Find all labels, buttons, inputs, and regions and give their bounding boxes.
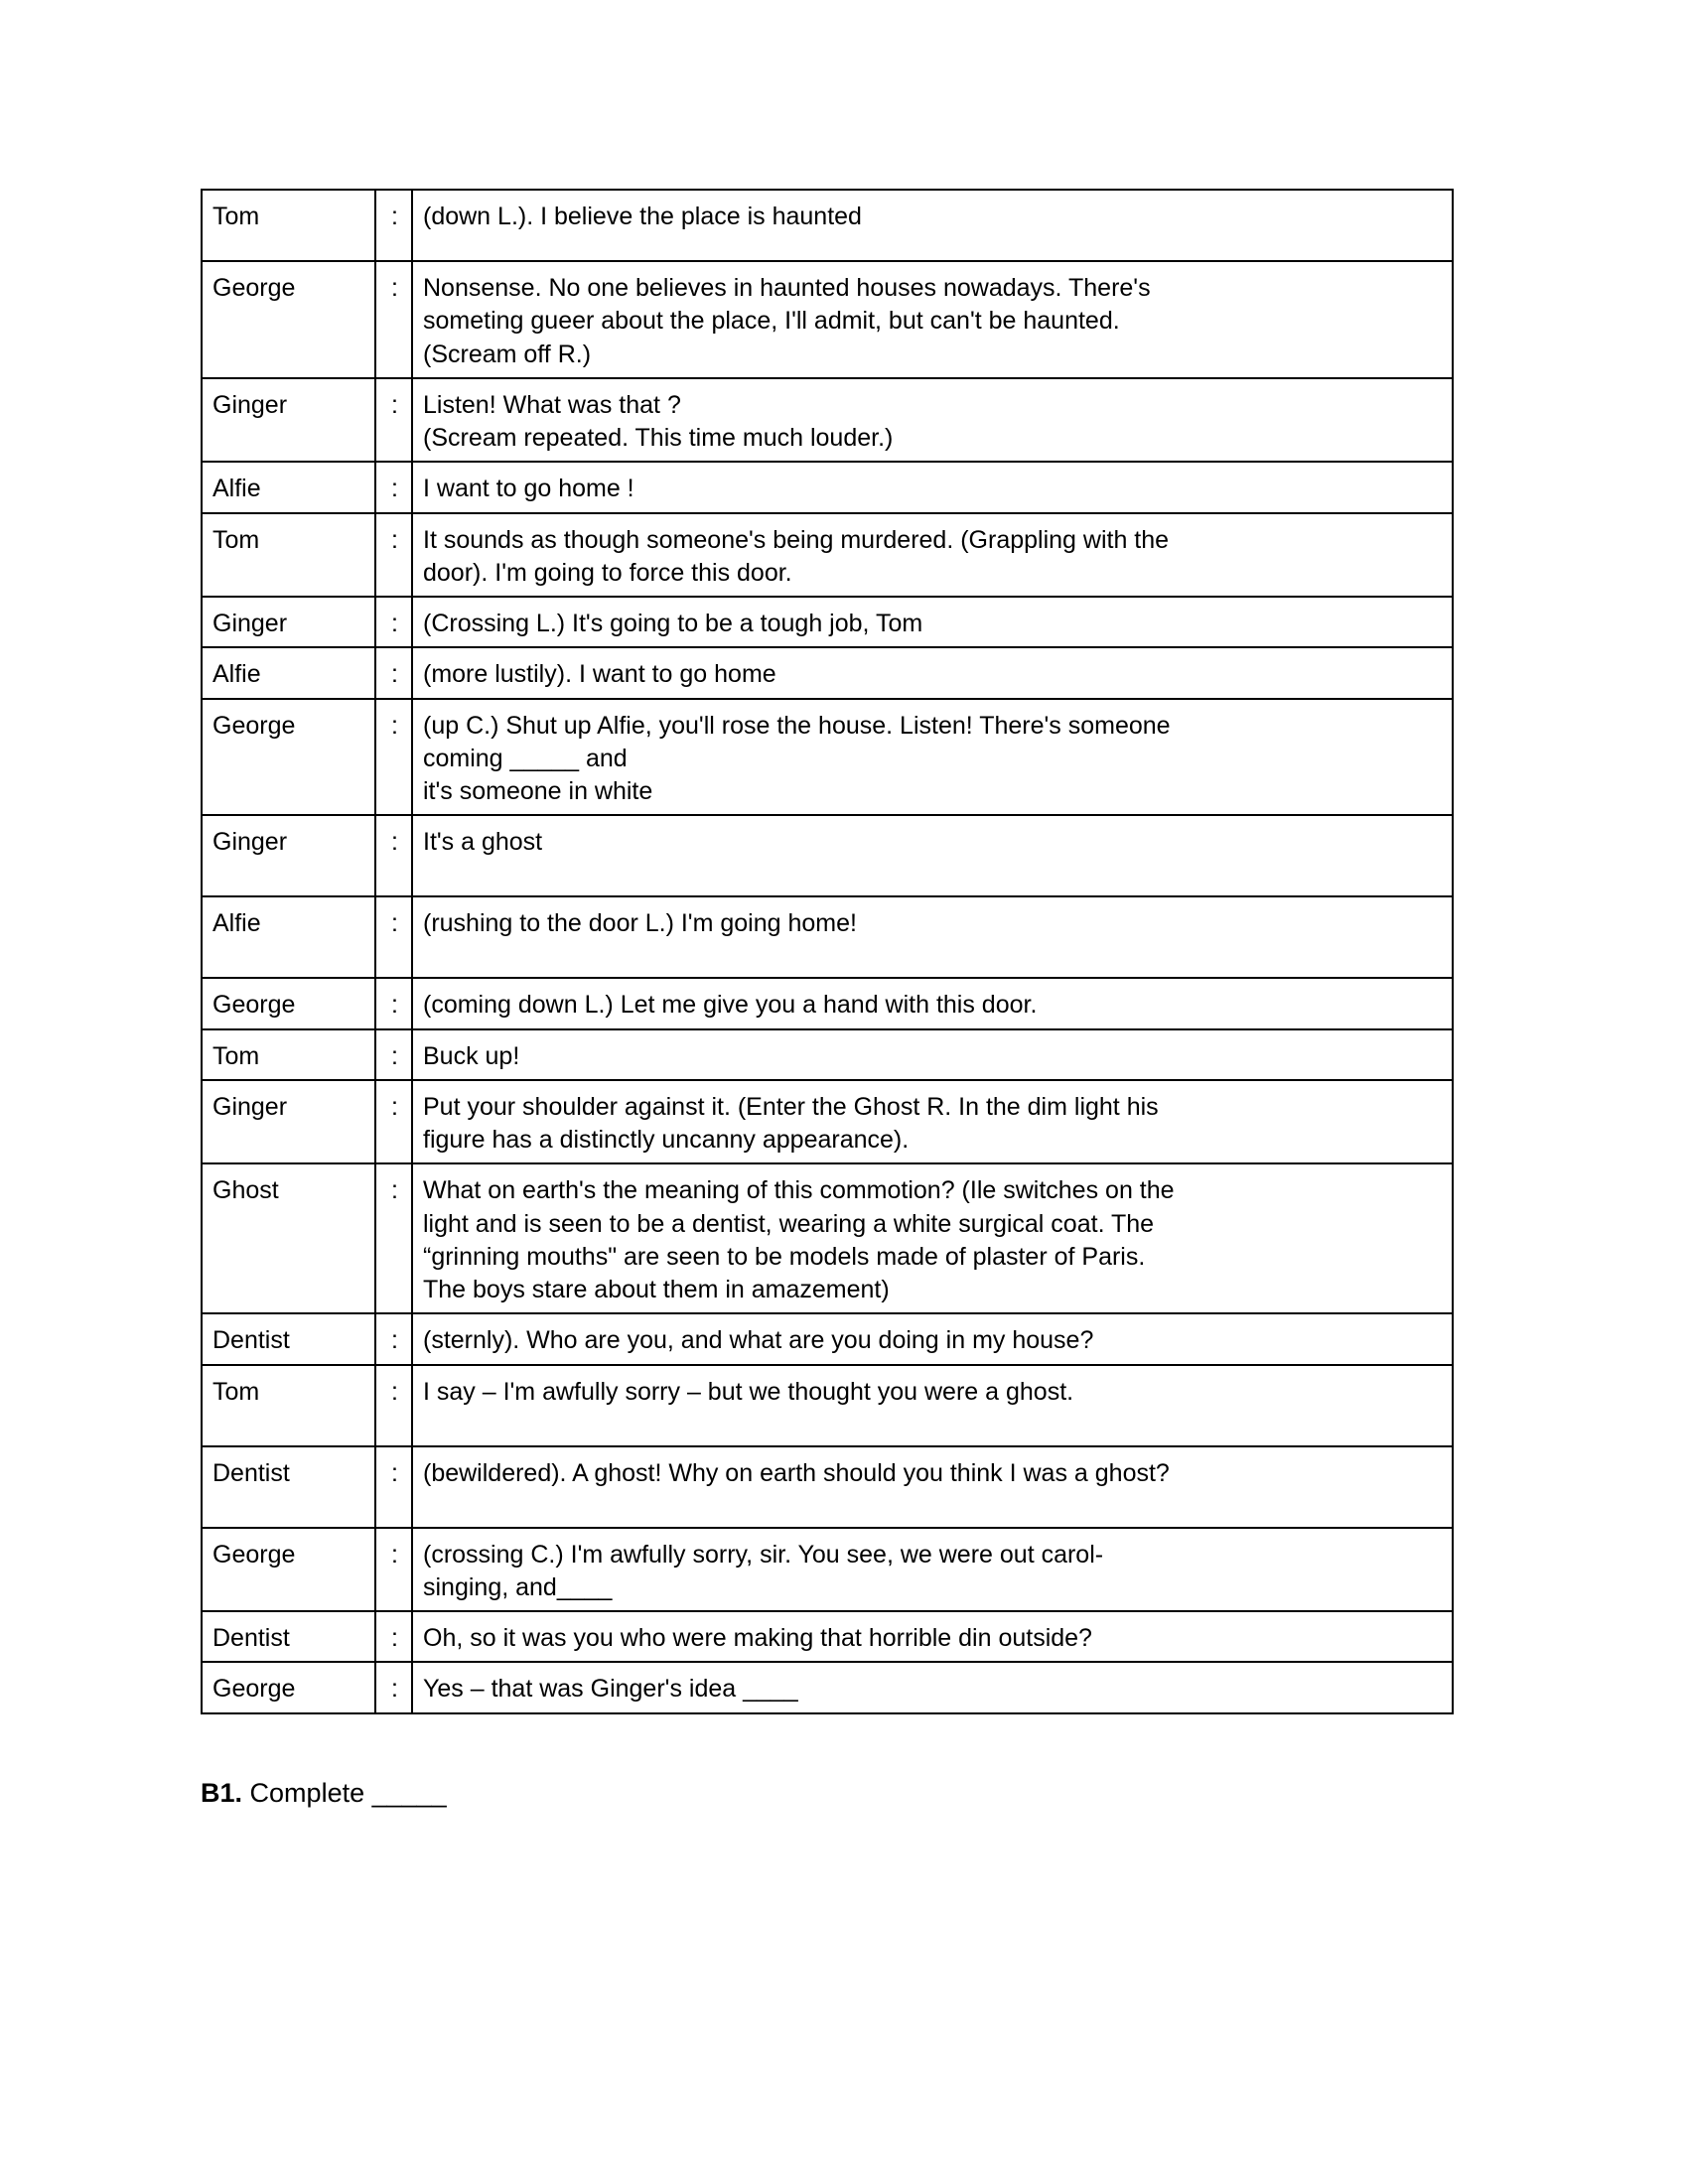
table-row	[202, 1446, 1453, 1528]
dialogue-cell	[412, 647, 1453, 698]
dialogue-line: (coming down L.) Let me give you a hand with this door.	[423, 991, 1038, 1020]
dialogue-cell	[412, 896, 1453, 978]
dialogue-cell	[412, 1313, 1453, 1364]
speaker-cell: Ginger	[202, 378, 375, 463]
dialogue-line: I want to go home !	[423, 475, 634, 503]
table-row	[202, 1080, 1453, 1164]
table-row	[202, 1611, 1453, 1662]
dialogue-line: Yes – that was Ginger's idea ____	[423, 1675, 798, 1704]
table-row	[202, 1662, 1453, 1712]
dialogue-cell	[412, 1080, 1453, 1164]
speaker-cell: Dentist	[202, 1313, 375, 1364]
separator-cell: :	[375, 190, 412, 261]
separator-cell: :	[375, 815, 412, 896]
dialogue-line: Put your shoulder against it. (Enter the Ghost R. In the dim light his	[423, 1092, 1159, 1121]
table-row	[202, 261, 1453, 378]
separator-cell: :	[375, 1662, 412, 1712]
table-row	[202, 978, 1453, 1028]
question-label: B1.	[201, 1777, 243, 1808]
dialogue-line: (rushing to the door L.) I'm going home!	[423, 909, 857, 938]
separator-cell: :	[375, 462, 412, 512]
dialogue-line: (Scream repeated. This time much louder.)	[423, 424, 894, 452]
dialogue-line: singing, and____	[423, 1572, 613, 1601]
dialogue-line: light and is seen to be a dentist, wearing a white surgical coat. The	[423, 1209, 1155, 1238]
separator-cell: :	[375, 1313, 412, 1364]
separator-cell: :	[375, 1163, 412, 1313]
dialogue-line: It's a ghost	[423, 828, 543, 857]
dialogue-cell	[412, 190, 1453, 261]
dialogue-line: “grinning mouths" are seen to be models made of plaster of Paris.	[423, 1242, 1146, 1271]
dialogue-cell	[412, 1029, 1453, 1080]
separator-cell: :	[375, 1611, 412, 1662]
speaker-cell: Ginger	[202, 597, 375, 647]
table-row	[202, 896, 1453, 978]
dialogue-line: someting gueer about the place, I'll admit, but can't be haunted.	[423, 307, 1120, 336]
dialogue-cell	[412, 1365, 1453, 1446]
table-row	[202, 513, 1453, 598]
separator-cell: :	[375, 597, 412, 647]
dialogue-line: coming _____ and	[423, 744, 628, 772]
speaker-cell: Tom	[202, 190, 375, 261]
separator-cell: :	[375, 1365, 412, 1446]
dialogue-cell	[412, 462, 1453, 512]
dialogue-line: Buck up!	[423, 1041, 520, 1070]
document-content	[201, 189, 1452, 1811]
separator-cell: :	[375, 1029, 412, 1080]
dialogue-line: figure has a distinctly uncanny appearance).	[423, 1126, 910, 1154]
dialogue-line: (crossing C.) I'm awfully sorry, sir. You see, we were out carol-	[423, 1540, 1104, 1569]
dialogue-cell	[412, 378, 1453, 463]
separator-cell: :	[375, 699, 412, 816]
dialogue-cell	[412, 699, 1453, 816]
separator-cell: :	[375, 896, 412, 978]
dialogue-cell	[412, 1611, 1453, 1662]
speaker-cell: George	[202, 1528, 375, 1612]
table-row	[202, 190, 1453, 261]
speaker-cell: Ghost	[202, 1163, 375, 1313]
speaker-cell: George	[202, 1662, 375, 1712]
table-row	[202, 378, 1453, 463]
separator-cell: :	[375, 513, 412, 598]
table-row	[202, 815, 1453, 896]
table-row	[202, 647, 1453, 698]
dialogue-line: it's someone in white	[423, 777, 653, 805]
table-row	[202, 597, 1453, 647]
table-row	[202, 1365, 1453, 1446]
speaker-cell: Ginger	[202, 815, 375, 896]
table-row	[202, 1528, 1453, 1612]
separator-cell: :	[375, 978, 412, 1028]
speaker-cell: Tom	[202, 1365, 375, 1446]
speaker-cell: Tom	[202, 1029, 375, 1080]
dialogue-line: It sounds as though someone's being murdered. (Grappling with the	[423, 525, 1170, 554]
dialogue-cell	[412, 597, 1453, 647]
dialogue-line: (bewildered). A ghost! Why on earth should you think I was a ghost?	[423, 1458, 1170, 1487]
separator-cell: :	[375, 378, 412, 463]
dialogue-line: (more lustily). I want to go home	[423, 660, 776, 689]
dialogue-line: What on earth's the meaning of this commotion? (Ile switches on the	[423, 1176, 1175, 1205]
dialogue-line: The boys stare about them in amazement)	[423, 1276, 890, 1303]
speaker-cell: Dentist	[202, 1446, 375, 1528]
dialogue-cell	[412, 815, 1453, 896]
separator-cell: :	[375, 261, 412, 378]
table-row	[202, 699, 1453, 816]
dialogue-cell	[412, 978, 1453, 1028]
dialogue-cell	[412, 1163, 1453, 1313]
dialogue-cell	[412, 1528, 1453, 1612]
dialogue-line: (down L.). I believe the place is haunted	[423, 203, 862, 230]
dialogue-cell	[412, 513, 1453, 598]
dialogue-line: (Crossing L.) It's going to be a tough job, Tom	[423, 610, 923, 637]
speaker-cell: Dentist	[202, 1611, 375, 1662]
table-row	[202, 1313, 1453, 1364]
speaker-cell: Alfie	[202, 896, 375, 978]
speaker-cell: Ginger	[202, 1080, 375, 1164]
speaker-cell: George	[202, 978, 375, 1028]
script-dialogue-table	[201, 189, 1454, 1714]
dialogue-line: (up C.) Shut up Alfie, you'll rose the house. Listen! There's someone	[423, 711, 1171, 740]
speaker-cell: Alfie	[202, 462, 375, 512]
dialogue-cell	[412, 261, 1453, 378]
table-row	[202, 1163, 1453, 1313]
separator-cell: :	[375, 1528, 412, 1612]
dialogue-line: Oh, so it was you who were making that horrible din outside?	[423, 1624, 1092, 1652]
separator-cell: :	[375, 1446, 412, 1528]
dialogue-line: door). I'm going to force this door.	[423, 558, 792, 587]
table-row	[202, 1029, 1453, 1080]
script-table-body	[202, 190, 1453, 1713]
dialogue-line: (sternly). Who are you, and what are you doing in my house?	[423, 1326, 1094, 1355]
speaker-cell: George	[202, 699, 375, 816]
dialogue-line: Listen! What was that ?	[423, 390, 681, 419]
separator-cell: :	[375, 1080, 412, 1164]
question-text: Complete _____	[249, 1777, 447, 1808]
table-row	[202, 462, 1453, 512]
question-b1	[201, 1776, 1452, 1811]
dialogue-cell	[412, 1662, 1453, 1712]
speaker-cell: Tom	[202, 513, 375, 598]
dialogue-line: I say – I'm awfully sorry – but we thought you were a ghost.	[423, 1377, 1074, 1406]
separator-cell: :	[375, 647, 412, 698]
dialogue-line: (Scream off R.)	[423, 340, 592, 368]
dialogue-cell	[412, 1446, 1453, 1528]
speaker-cell: George	[202, 261, 375, 378]
dialogue-line: Nonsense. No one believes in haunted houses nowadays. There's	[423, 274, 1151, 302]
speaker-cell: Alfie	[202, 647, 375, 698]
